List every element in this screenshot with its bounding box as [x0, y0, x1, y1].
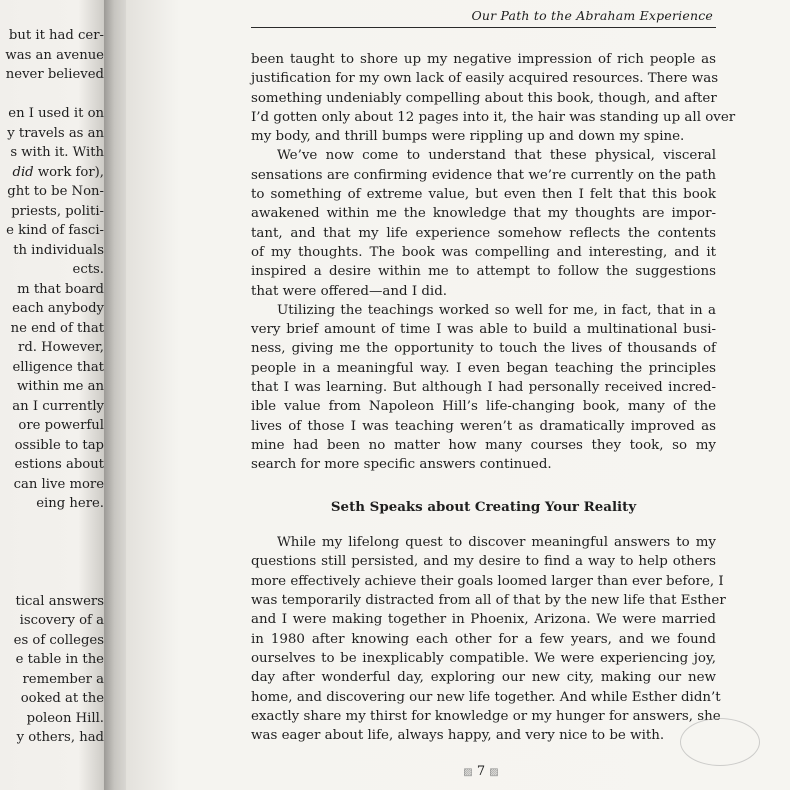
left-page-line: e table in the [15, 652, 104, 667]
left-page-line: m that board [17, 281, 104, 297]
ornament-icon: ▨ [489, 767, 499, 778]
left-page [0, 0, 112, 790]
left-page-line: did work for), [12, 164, 104, 180]
text-line: justification for my own lack of easily acquired resources. There was [251, 71, 719, 87]
left-page-line: ght to be Non- [7, 184, 104, 199]
text-line: of my thoughts. The book was compelling and interesting, and it [251, 244, 716, 260]
text-line: very brief amount of time I was able to build a multinational busi- [251, 322, 716, 338]
text-line: my body, and thrill bumps were rippling up and down my spine. [251, 129, 685, 145]
left-page-line: y others, had [16, 730, 104, 745]
text-line: people in a meaningful way. I even began teaching the principles [251, 360, 716, 376]
text-line: something undeniably compelling about this book, though, and after [251, 90, 717, 106]
paragraph-3 [251, 301, 716, 475]
left-page-line: priests, politi- [11, 203, 104, 219]
text-line: search for more specific answers continued. [251, 457, 552, 473]
text-line: I’d gotten only about 12 pages into it, the hair was standing up all over [251, 109, 736, 125]
text-line: awakened within me the knowledge that my thoughts are impor- [251, 206, 716, 222]
text-line: that I was learning. But although I had personally received incred- [251, 380, 716, 396]
text-line: day after wonderful day, exploring our new city, making our new [251, 670, 716, 686]
paragraph-4 [251, 533, 726, 745]
left-page-line: y travels as an [7, 125, 104, 141]
text-line: ible value from Napoleon Hill’s life-changing book, many of the [251, 399, 716, 415]
left-page-line: was an avenue [5, 47, 104, 63]
text-line: mine had been no matter how many courses they took, so my [251, 437, 716, 453]
left-page-line: estions about [14, 457, 104, 472]
left-page-line: ore powerful [18, 418, 104, 433]
left-page-line: en I used it on [8, 106, 104, 121]
left-page-line: an I currently [12, 398, 104, 414]
text-line: lives of those I was teaching weren’t as dramatically improved as [251, 418, 716, 434]
left-page-line: but it had cer- [8, 28, 104, 43]
page-footer [446, 764, 516, 779]
page-number: 7 [476, 764, 486, 779]
section-heading: Seth Speaks about Creating Your Reality [330, 498, 637, 515]
left-page-line: e kind of fasci- [6, 223, 104, 238]
left-page-line: poleon Hill. [26, 710, 104, 726]
text-line: ourselves to be inexplicably compatible. We were experiencing joy, [251, 650, 716, 666]
left-page-line: rd. However, [18, 340, 104, 355]
left-page-line: can live more [13, 476, 104, 492]
left-page-line: ooked at the [20, 691, 104, 706]
text-line: that were offered—and I did. [251, 283, 448, 299]
left-page-line: iscovery of a [19, 613, 104, 628]
text-line: exactly share my thirst for knowledge or my hunger for answers, she [251, 708, 721, 724]
left-page-line: ne end of that [10, 320, 104, 336]
left-page-line: s with it. With [10, 145, 104, 160]
text-line: to something of extreme value, but even then I felt that this book [251, 187, 716, 203]
paragraph-1 [251, 50, 736, 146]
text-line: ness, giving me the opportunity to touch the lives of thousands of [251, 341, 716, 357]
text-line: in 1980 after knowing each other for a few years, and we found [251, 631, 716, 647]
paragraph-2 [251, 146, 716, 300]
watermark-stamp [680, 718, 760, 766]
ornament-icon: ▨ [463, 767, 473, 778]
text-line: and I were making together in Phoenix, Arizona. We were married [251, 612, 716, 628]
left-page-text [5, 26, 104, 748]
text-line: was temporarily distracted from all of that by the new life that Esther [251, 593, 726, 609]
header-rule [251, 27, 716, 28]
text-line: been taught to shore up my negative impression of rich people as [251, 52, 716, 67]
left-page-line: elligence that [12, 359, 104, 375]
text-line: We’ve now come to understand that these physical, visceral [277, 148, 716, 164]
left-page-line: es of colleges [13, 632, 104, 648]
left-page-line: each anybody [12, 301, 104, 316]
left-page-line: th individuals [13, 242, 104, 258]
text-line: inspired a desire within me to attempt to follow the suggestions [251, 264, 716, 280]
text-line: more effectively achieve their goals loomed larger than ever before, I [251, 573, 724, 589]
text-line: sensations are confirming evidence that we’re currently on the path [251, 167, 716, 183]
left-page-line: remember a [22, 671, 104, 687]
page-body [251, 50, 736, 745]
text-line: questions still persisted, and my desire to find a way to help others [251, 554, 716, 570]
text-line: Utilizing the teachings worked so well for me, in fact, that in a [277, 302, 716, 318]
left-page-line: within me an [16, 379, 104, 394]
left-page-line: ossible to tap [14, 437, 104, 453]
left-page-line: tical answers [15, 593, 104, 609]
text-line: While my lifelong quest to discover meaningful answers to my [277, 535, 716, 551]
text-line: was eager about life, always happy, and very nice to be with. [251, 728, 665, 744]
left-page-line: ects. [72, 262, 104, 277]
left-page-line: never believed [5, 67, 104, 82]
text-line: home, and discovering our new life together. And while Esther didn’t [251, 689, 721, 705]
left-page-line: eing here. [36, 496, 104, 511]
text-line: tant, and that my life experience somehow reflects the contents [251, 225, 716, 241]
running-head: Our Path to the Abraham Experience [471, 8, 713, 23]
